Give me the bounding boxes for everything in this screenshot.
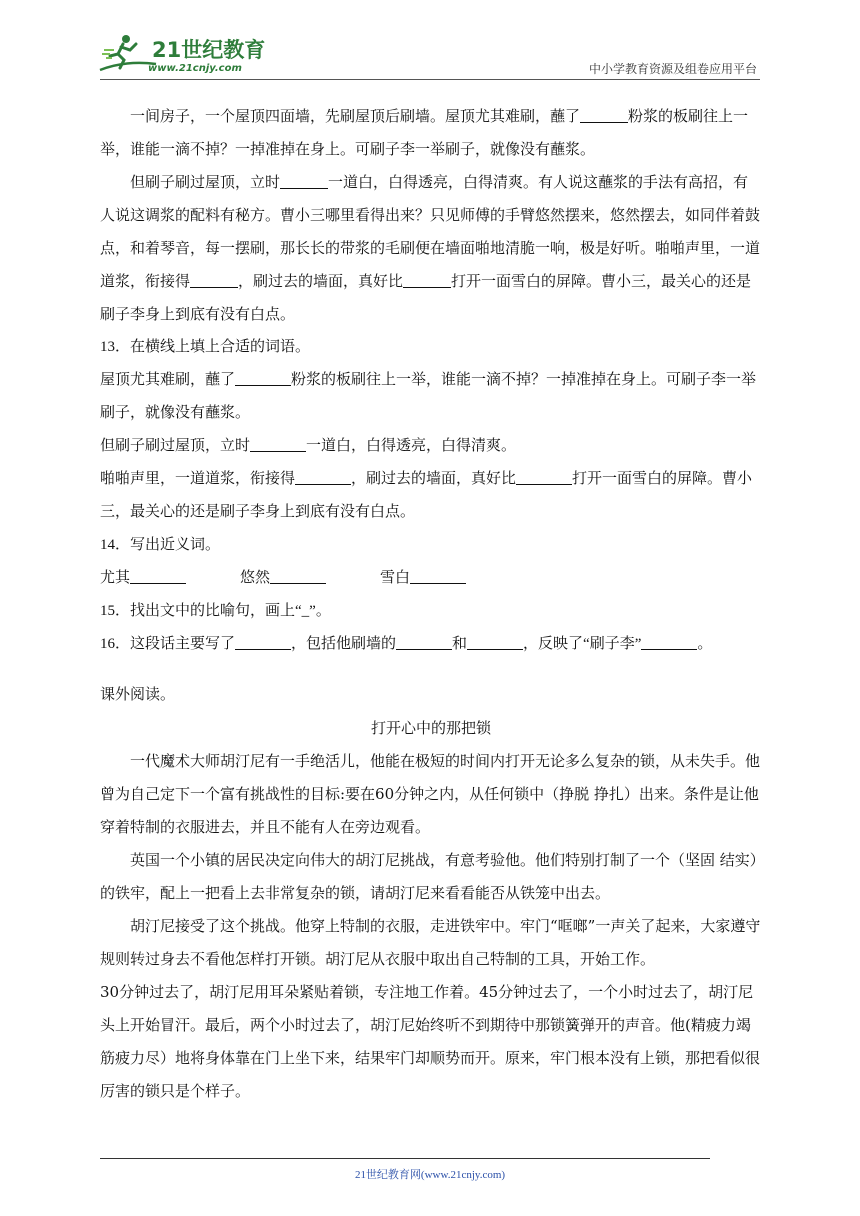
question-13-line: 啪啪声里，一道道浆，衔接得 ，刷过去的墙面，真好比 打开一面雪白的屏障。曹小三，最关心的还是刷子李身上到底有没有白点。 <box>100 471 753 520</box>
answer-blank[interactable] <box>580 107 628 123</box>
answer-blank[interactable] <box>295 469 351 485</box>
question-14-label: 14．写出近义词。 <box>100 537 221 553</box>
article-paragraph: 英国一个小镇的居民决定向伟大的胡汀尼挑战，有意考验他。他们特别打制了一个（坚固 结实）的铁牢，配上一把看上去非常复杂的锁，请胡汀尼来看看能否从铁笼中出去。 <box>100 851 758 902</box>
logo-text: 21世纪教育 <box>152 38 266 62</box>
question-16: 16．这段话主要写了 ，包括他刷墙的 和 ，反映了“刷子李” 。 <box>100 636 713 652</box>
site-logo <box>96 30 266 78</box>
question-13-line: 但刷子刷过屋顶，立时 一道白，白得透亮，白得清爽。 <box>100 438 517 454</box>
platform-name: 中小学教育资源及组卷应用平台 <box>588 62 757 76</box>
answer-blank[interactable] <box>235 370 291 386</box>
question-15: 15．找出文中的比喻句，画上“_”。 <box>100 603 331 619</box>
answer-blank[interactable] <box>396 634 452 650</box>
passage-paragraph: 一间房子，一个屋顶四面墙，先刷屋顶后刷墙。屋顶尤其难刷，蘸了 粉浆的板刷往上一举，谁能一滴不掉？一掉准掉在身上。可刷子李一举刷子，就像没有蘸浆。 <box>100 107 749 158</box>
answer-blank[interactable] <box>641 634 697 650</box>
question-14-words: 尤其 悠然 雪白 <box>100 562 762 595</box>
answer-blank[interactable] <box>280 173 328 189</box>
answer-blank[interactable] <box>467 634 523 650</box>
section-heading: 课外阅读。 <box>100 687 176 703</box>
answer-blank[interactable] <box>516 469 572 485</box>
article-paragraph: 胡汀尼接受了这个挑战。他穿上特制的衣服，走进铁牢中。牢门“哐啷”一声关了起来，大家遵守规则转过身去不看他怎样打开锁。胡汀尼从衣服中取出自己特制的工具，开始工作。 <box>100 917 761 968</box>
document-body <box>100 100 762 1108</box>
question-13-label: 13．在横线上填上合适的词语。 <box>100 339 311 355</box>
answer-blank[interactable] <box>270 568 326 584</box>
article-paragraph: 30分钟过去了，胡汀尼用耳朵紧贴着锁，专注地工作着。45分钟过去了，一个小时过去了，胡汀尼头上开始冒汗。最后，两个小时过去了，胡汀尼始终听不到期待中那锁簧弹开的声音。他(精疲力竭 筋疲力尽）地将身体靠在门上坐下来，结果牢门却顺势而开。原来，牢门根本没有上锁，那把看似很厉害的锁只是个样子。 <box>100 983 761 1100</box>
answer-blank[interactable] <box>130 568 186 584</box>
page-header <box>0 0 860 82</box>
header-divider <box>100 79 760 80</box>
footer-link[interactable]: 21世纪教育网(www.21cnjy.com) <box>354 1169 506 1181</box>
answer-blank[interactable] <box>235 634 291 650</box>
answer-blank[interactable] <box>410 568 466 584</box>
answer-blank[interactable] <box>403 272 451 288</box>
answer-blank[interactable] <box>250 436 306 452</box>
question-13-line: 屋顶尤其难刷，蘸了 粉浆的板刷往上一举，谁能一滴不掉？一掉准掉在身上。可刷子李一举刷子，就像没有蘸浆。 <box>100 372 757 421</box>
article-title: 打开心中的那把锁 <box>370 719 491 737</box>
answer-blank[interactable] <box>190 272 238 288</box>
article-paragraph: 一代魔术大师胡汀尼有一手绝活儿，他能在极短的时间内打开无论多么复杂的锁，从未失手。他曾为自己定下一个富有挑战性的目标:要在60分钟之内，从任何锁中（挣脱 挣扎）出来。条件是让他穿着特制的衣服进去，并且不能有人在旁边观看。 <box>100 752 761 836</box>
logo-url: www.21cnjy.com <box>148 63 242 74</box>
footer-divider <box>100 1158 710 1159</box>
passage-paragraph: 但刷子刷过屋顶，立时 一道白，白得透亮，白得清爽。有人说这蘸浆的手法有高招，有人说这调浆的配料有秘方。曹小三哪里看得出来？只见师傅的手臂悠然摆来，悠然摆去，如同伴着鼓点，和着琴音，每一摆刷，那长长的带浆的毛刷便在墙面啪地清脆一响，极是好听。啪啪声里，一道道浆，衔接得 ，刷过去的墙面，真好比 打开一面雪白的屏障。曹小三，最关心的还是刷子李身上到底有没有白点。 <box>100 173 761 323</box>
